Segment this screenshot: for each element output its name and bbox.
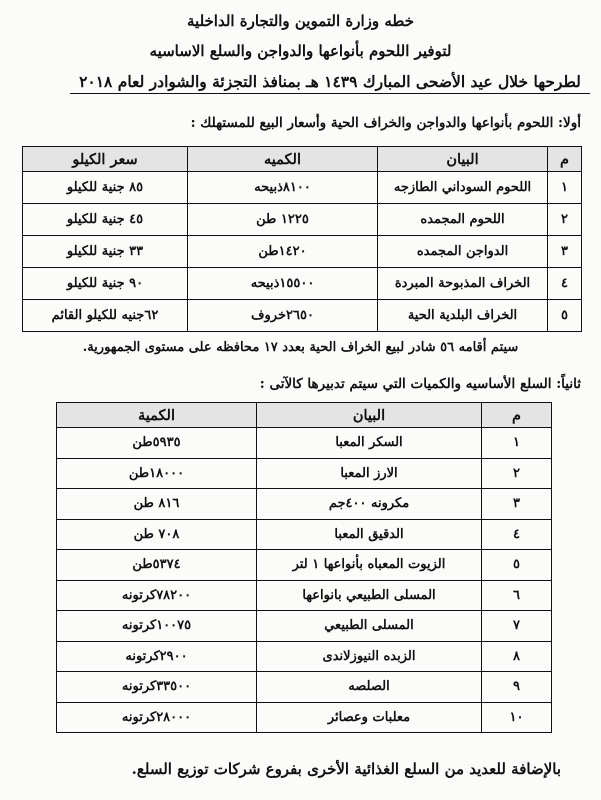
row-index: ٨	[482, 641, 552, 672]
row-quantity: ٥٩٣٥طن	[57, 428, 257, 459]
column-header-quantity: الكميه	[188, 147, 378, 172]
table-row	[57, 489, 552, 520]
row-index: ٤	[548, 268, 582, 300]
row-item: اللحوم المجمده	[378, 204, 548, 236]
row-item: الزبده النيوزلاندى	[257, 641, 482, 672]
row-quantity: ٥٣٧٤طن	[57, 550, 257, 581]
row-item: مكرونه ٤٠٠جم	[257, 489, 482, 520]
row-quantity: ٢٨٠٠٠كرتونه	[57, 702, 257, 733]
table-row	[57, 641, 552, 672]
table-row	[57, 458, 552, 489]
row-index: ٣	[548, 236, 582, 268]
row-quantity: ١٤٢٠طن	[188, 236, 378, 268]
row-index: ٤	[482, 519, 552, 550]
row-quantity: ٨١٦ طن	[57, 489, 257, 520]
row-index: ٢	[548, 204, 582, 236]
header-line-2: لتوفير اللحوم بأنواعها والدواجن والسلع الاساسيه	[149, 42, 452, 60]
table-row	[23, 204, 582, 236]
column-header-item: البيان	[378, 147, 548, 172]
table-row	[57, 580, 552, 611]
row-item: الدواجن المجمده	[378, 236, 548, 268]
row-quantity: ٢٦٥٠خروف	[188, 300, 378, 332]
section-1-title: أولا: اللحوم بأنواعها والدواجن والخراف الحية وأسعار البيع للمستهلك :	[190, 115, 581, 131]
row-item: الخراف المذبوحة المبردة	[378, 268, 548, 300]
row-quantity: ١٥٥٠٠ذبيحه	[188, 268, 378, 300]
row-item: المسلى الطبيعي	[257, 611, 482, 642]
column-header-index: م	[482, 403, 552, 428]
row-item: الصلصه	[257, 672, 482, 703]
section-1-note: سيتم أقامه ٥٦ شادر لبيع الخراف الحية بعدد ١٧ محافظه على مستوى الجمهورية.	[82, 340, 519, 355]
table-row	[57, 428, 552, 459]
section-2-title: ثانياً: السلع الأساسيه والكميات التي سيتم تدبيرها كالآتى :	[259, 376, 581, 392]
row-index: ٦	[482, 580, 552, 611]
table-header-row	[23, 147, 582, 172]
column-header-quantity: الكمية	[57, 403, 257, 428]
row-quantity: ٣٣٥٠٠كرتونه	[57, 672, 257, 703]
row-index: ٧	[482, 611, 552, 642]
row-index: ٩	[482, 672, 552, 703]
row-index: ٥	[548, 300, 582, 332]
row-item: السكر المعبا	[257, 428, 482, 459]
table-row	[57, 702, 552, 733]
row-item: اللحوم السوداني الطازجه	[378, 172, 548, 204]
header-line-3: لطرحها خلال عيد الأضحى المبارك ١٤٣٩ هـ بمنافذ التجزئة والشوادر لعام ٢٠١٨	[70, 72, 590, 94]
table-row	[23, 300, 582, 332]
footer-note: بالإضافة للعديد من السلع الغذائية الأخرى بفروع شركات توزيع السلع.	[131, 760, 561, 778]
column-header-item: البيان	[257, 403, 482, 428]
row-item: الزيوت المعباه بأنواعها ١ لتر	[257, 550, 482, 581]
column-header-price: سعر الكيلو	[23, 147, 188, 172]
row-index: ٣	[482, 489, 552, 520]
row-price: ٦٢جنيه للكيلو القائم	[23, 300, 188, 332]
staples-table	[56, 402, 552, 733]
table-row	[23, 236, 582, 268]
row-index: ١	[482, 428, 552, 459]
table-row	[57, 519, 552, 550]
row-item: الخراف البلدية الحية	[378, 300, 548, 332]
table-row	[23, 268, 582, 300]
row-price: ٨٥ جنية للكيلو	[23, 172, 188, 204]
row-index: ٥	[482, 550, 552, 581]
table-row	[57, 550, 552, 581]
row-index: ١٠	[482, 702, 552, 733]
row-price: ٩٠ جنية للكيلو	[23, 268, 188, 300]
row-item: الدقيق المعبا	[257, 519, 482, 550]
row-index: ١	[548, 172, 582, 204]
row-item: المسلى الطبيعي بانواعها	[257, 580, 482, 611]
row-item: معلبات وعصائر	[257, 702, 482, 733]
row-quantity: ١٢٢٥ طن	[188, 204, 378, 236]
row-price: ٤٥ جنية للكيلو	[23, 204, 188, 236]
row-index: ٢	[482, 458, 552, 489]
table-row	[23, 172, 582, 204]
row-quantity: ٢٩٠٠كرتونه	[57, 641, 257, 672]
row-quantity: ١٨٠٠٠طن	[57, 458, 257, 489]
row-quantity: ٨١٠٠ذبيحه	[188, 172, 378, 204]
table-row	[57, 672, 552, 703]
meat-table	[22, 146, 582, 332]
row-item: الارز المعبا	[257, 458, 482, 489]
row-price: ٣٣ جنية للكيلو	[23, 236, 188, 268]
table-row	[57, 611, 552, 642]
row-quantity: ١٠٠٧٥كرتونه	[57, 611, 257, 642]
table-header-row	[57, 403, 552, 428]
column-header-index: م	[548, 147, 582, 172]
row-quantity: ٧٠٨ طن	[57, 519, 257, 550]
header-line-1: خطه وزارة التموين والتجارة الداخلية	[187, 12, 414, 30]
row-quantity: ٧٨٢٠٠كرتونه	[57, 580, 257, 611]
